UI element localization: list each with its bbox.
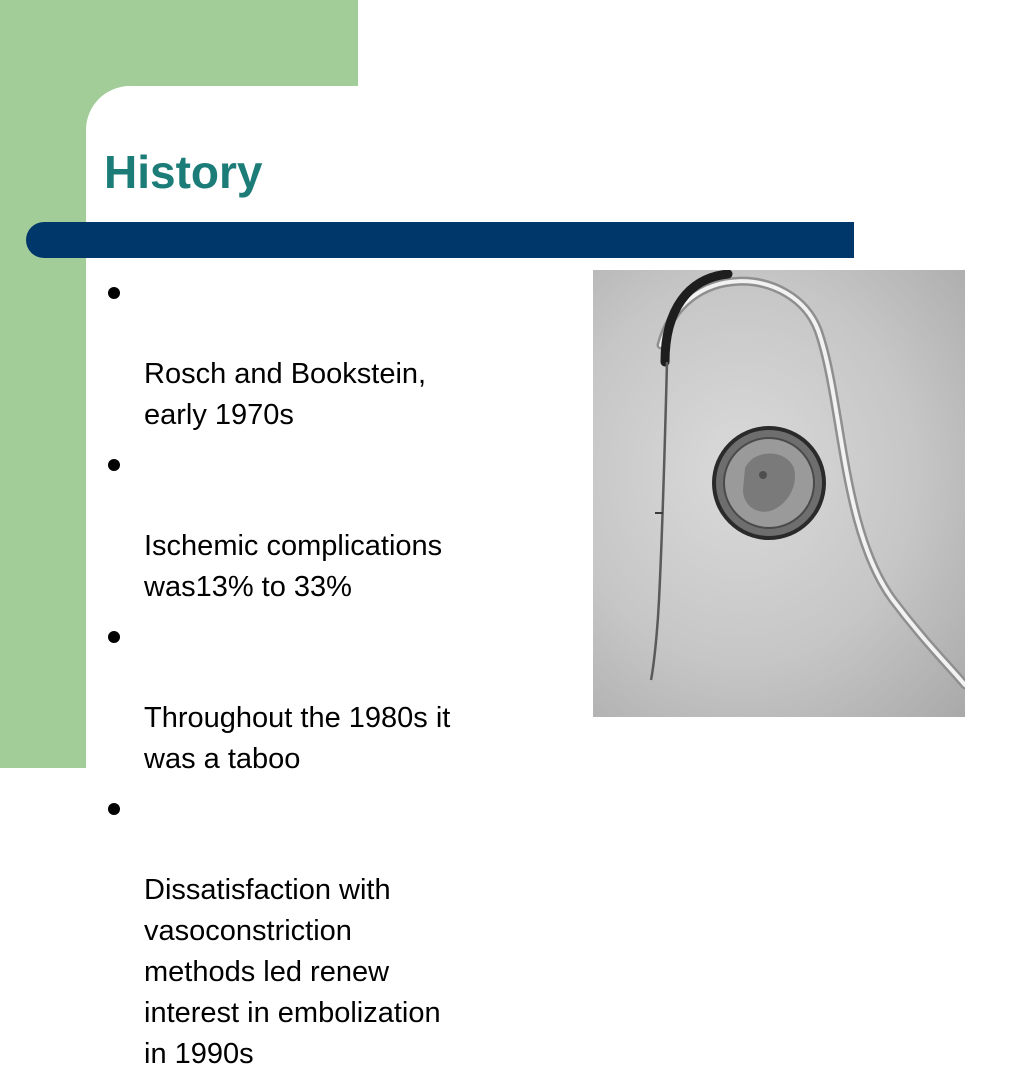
title-rule-bar <box>26 222 854 258</box>
bullet-item <box>104 272 524 436</box>
bullet-dot-icon <box>108 459 120 471</box>
bullet-list <box>104 272 524 1083</box>
bullet-item <box>104 616 524 780</box>
bullet-text: Throughout the 1980s it was a taboo <box>144 702 451 775</box>
bullet-text: Rosch and Bookstein, early 1970s <box>144 358 427 431</box>
bullet-dot-icon <box>108 631 120 643</box>
catheter-illustration <box>593 270 965 717</box>
catheter-photo <box>593 270 965 717</box>
slide-title: History <box>104 146 263 198</box>
bullet-dot-icon <box>108 803 120 815</box>
bullet-dot-icon <box>108 287 120 299</box>
bullet-text: Dissatisfaction with vasoconstriction methods led renew interest in embolization in 1990s <box>144 874 441 1070</box>
bullet-text: Ischemic complications was13% to 33% <box>144 530 443 603</box>
bullet-item <box>104 444 524 608</box>
bullet-item <box>104 788 524 1075</box>
